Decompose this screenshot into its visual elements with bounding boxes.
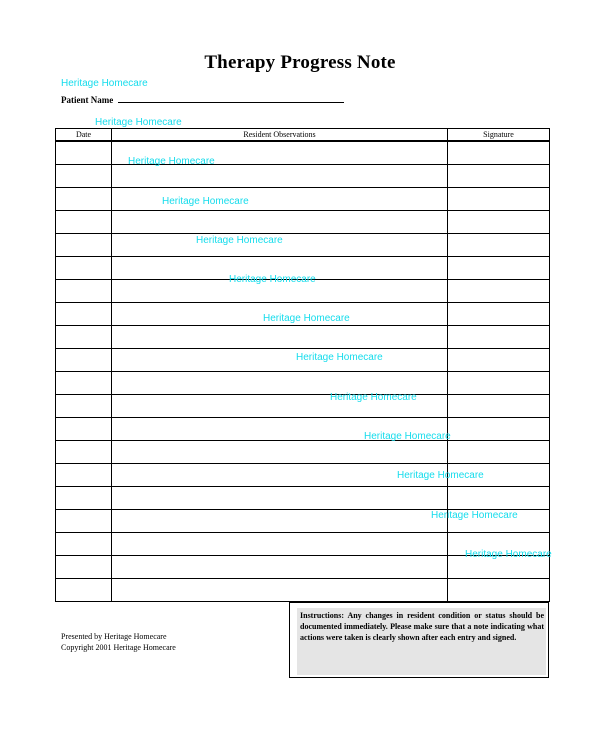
signature-cell[interactable] bbox=[448, 303, 550, 326]
date-cell[interactable] bbox=[56, 234, 112, 257]
table-row bbox=[56, 326, 550, 349]
copyright-text: Copyright 2001 Heritage Homecare bbox=[61, 643, 176, 652]
watermark-text: Heritage Homecare bbox=[61, 78, 148, 89]
observations-cell[interactable] bbox=[112, 441, 448, 464]
watermark-text: Heritage Homecare bbox=[296, 352, 383, 363]
presented-by-text: Presented by Heritage Homecare bbox=[61, 632, 167, 641]
date-cell[interactable] bbox=[56, 303, 112, 326]
table-row bbox=[56, 372, 550, 395]
observations-cell[interactable] bbox=[112, 349, 448, 372]
table-row bbox=[56, 211, 550, 234]
observations-cell[interactable] bbox=[112, 556, 448, 579]
signature-cell[interactable] bbox=[448, 349, 550, 372]
observations-cell[interactable] bbox=[112, 211, 448, 234]
date-cell[interactable] bbox=[56, 349, 112, 372]
signature-cell[interactable] bbox=[448, 165, 550, 188]
watermark-text: Heritage Homecare bbox=[364, 431, 451, 442]
signature-cell[interactable] bbox=[448, 257, 550, 280]
date-cell[interactable] bbox=[56, 326, 112, 349]
signature-cell[interactable] bbox=[448, 418, 550, 441]
table-row bbox=[56, 487, 550, 510]
table-row bbox=[56, 165, 550, 188]
table-row bbox=[56, 441, 550, 464]
instructions-text: Instructions: Any changes in resident condition or status should be documented immediately. Please make sure that a note indicating what actions were taken is clearly shown after each entry and signed. bbox=[297, 608, 546, 675]
watermark-text: Heritage Homecare bbox=[263, 313, 350, 324]
date-cell[interactable] bbox=[56, 188, 112, 211]
date-cell[interactable] bbox=[56, 464, 112, 487]
patient-name-label: Patient Name bbox=[61, 95, 114, 105]
observations-cell[interactable] bbox=[112, 510, 448, 533]
signature-cell[interactable] bbox=[448, 141, 550, 165]
observations-cell[interactable] bbox=[112, 533, 448, 556]
watermark-text: Heritage Homecare bbox=[196, 235, 283, 246]
date-cell[interactable] bbox=[56, 487, 112, 510]
watermark-text: Heritage Homecare bbox=[431, 510, 518, 521]
table-header-row bbox=[56, 129, 550, 142]
signature-cell[interactable] bbox=[448, 579, 550, 602]
instructions-box bbox=[289, 602, 549, 678]
date-cell[interactable] bbox=[56, 556, 112, 579]
observations-cell[interactable] bbox=[112, 487, 448, 510]
footer-credits bbox=[61, 631, 176, 653]
date-cell[interactable] bbox=[56, 533, 112, 556]
signature-cell[interactable] bbox=[448, 487, 550, 510]
observations-cell[interactable] bbox=[112, 165, 448, 188]
date-cell[interactable] bbox=[56, 211, 112, 234]
patient-name-line bbox=[118, 95, 344, 103]
date-cell[interactable] bbox=[56, 372, 112, 395]
page-title: Therapy Progress Note bbox=[204, 52, 396, 73]
column-header-observations: Resident Observations bbox=[112, 129, 448, 142]
column-header-date: Date bbox=[56, 129, 112, 142]
progress-log-table bbox=[55, 128, 550, 602]
observations-cell[interactable] bbox=[112, 579, 448, 602]
watermark-text: Heritage Homecare bbox=[229, 274, 316, 285]
date-cell[interactable] bbox=[56, 418, 112, 441]
signature-cell[interactable] bbox=[448, 395, 550, 418]
watermark-text: Heritage Homecare bbox=[330, 392, 417, 403]
date-cell[interactable] bbox=[56, 165, 112, 188]
date-cell[interactable] bbox=[56, 395, 112, 418]
date-cell[interactable] bbox=[56, 441, 112, 464]
table-row bbox=[56, 395, 550, 418]
patient-name-field bbox=[61, 95, 344, 105]
date-cell[interactable] bbox=[56, 280, 112, 303]
date-cell[interactable] bbox=[56, 510, 112, 533]
column-header-signature: Signature bbox=[448, 129, 550, 142]
observations-cell[interactable] bbox=[112, 326, 448, 349]
table-row bbox=[56, 234, 550, 257]
date-cell[interactable] bbox=[56, 257, 112, 280]
signature-cell[interactable] bbox=[448, 211, 550, 234]
signature-cell[interactable] bbox=[448, 372, 550, 395]
table-row bbox=[56, 579, 550, 602]
date-cell[interactable] bbox=[56, 141, 112, 165]
date-cell[interactable] bbox=[56, 579, 112, 602]
signature-cell[interactable] bbox=[448, 188, 550, 211]
watermark-text: Heritage Homecare bbox=[397, 470, 484, 481]
watermark-text: Heritage Homecare bbox=[162, 196, 249, 207]
table-row bbox=[56, 188, 550, 211]
signature-cell[interactable] bbox=[448, 326, 550, 349]
table-row bbox=[56, 418, 550, 441]
signature-cell[interactable] bbox=[448, 441, 550, 464]
watermark-text: Heritage Homecare bbox=[128, 156, 215, 167]
watermark-text: Heritage Homecare bbox=[465, 549, 552, 560]
watermark-text: Heritage Homecare bbox=[95, 117, 182, 128]
signature-cell[interactable] bbox=[448, 234, 550, 257]
table-body bbox=[56, 141, 550, 602]
signature-cell[interactable] bbox=[448, 280, 550, 303]
